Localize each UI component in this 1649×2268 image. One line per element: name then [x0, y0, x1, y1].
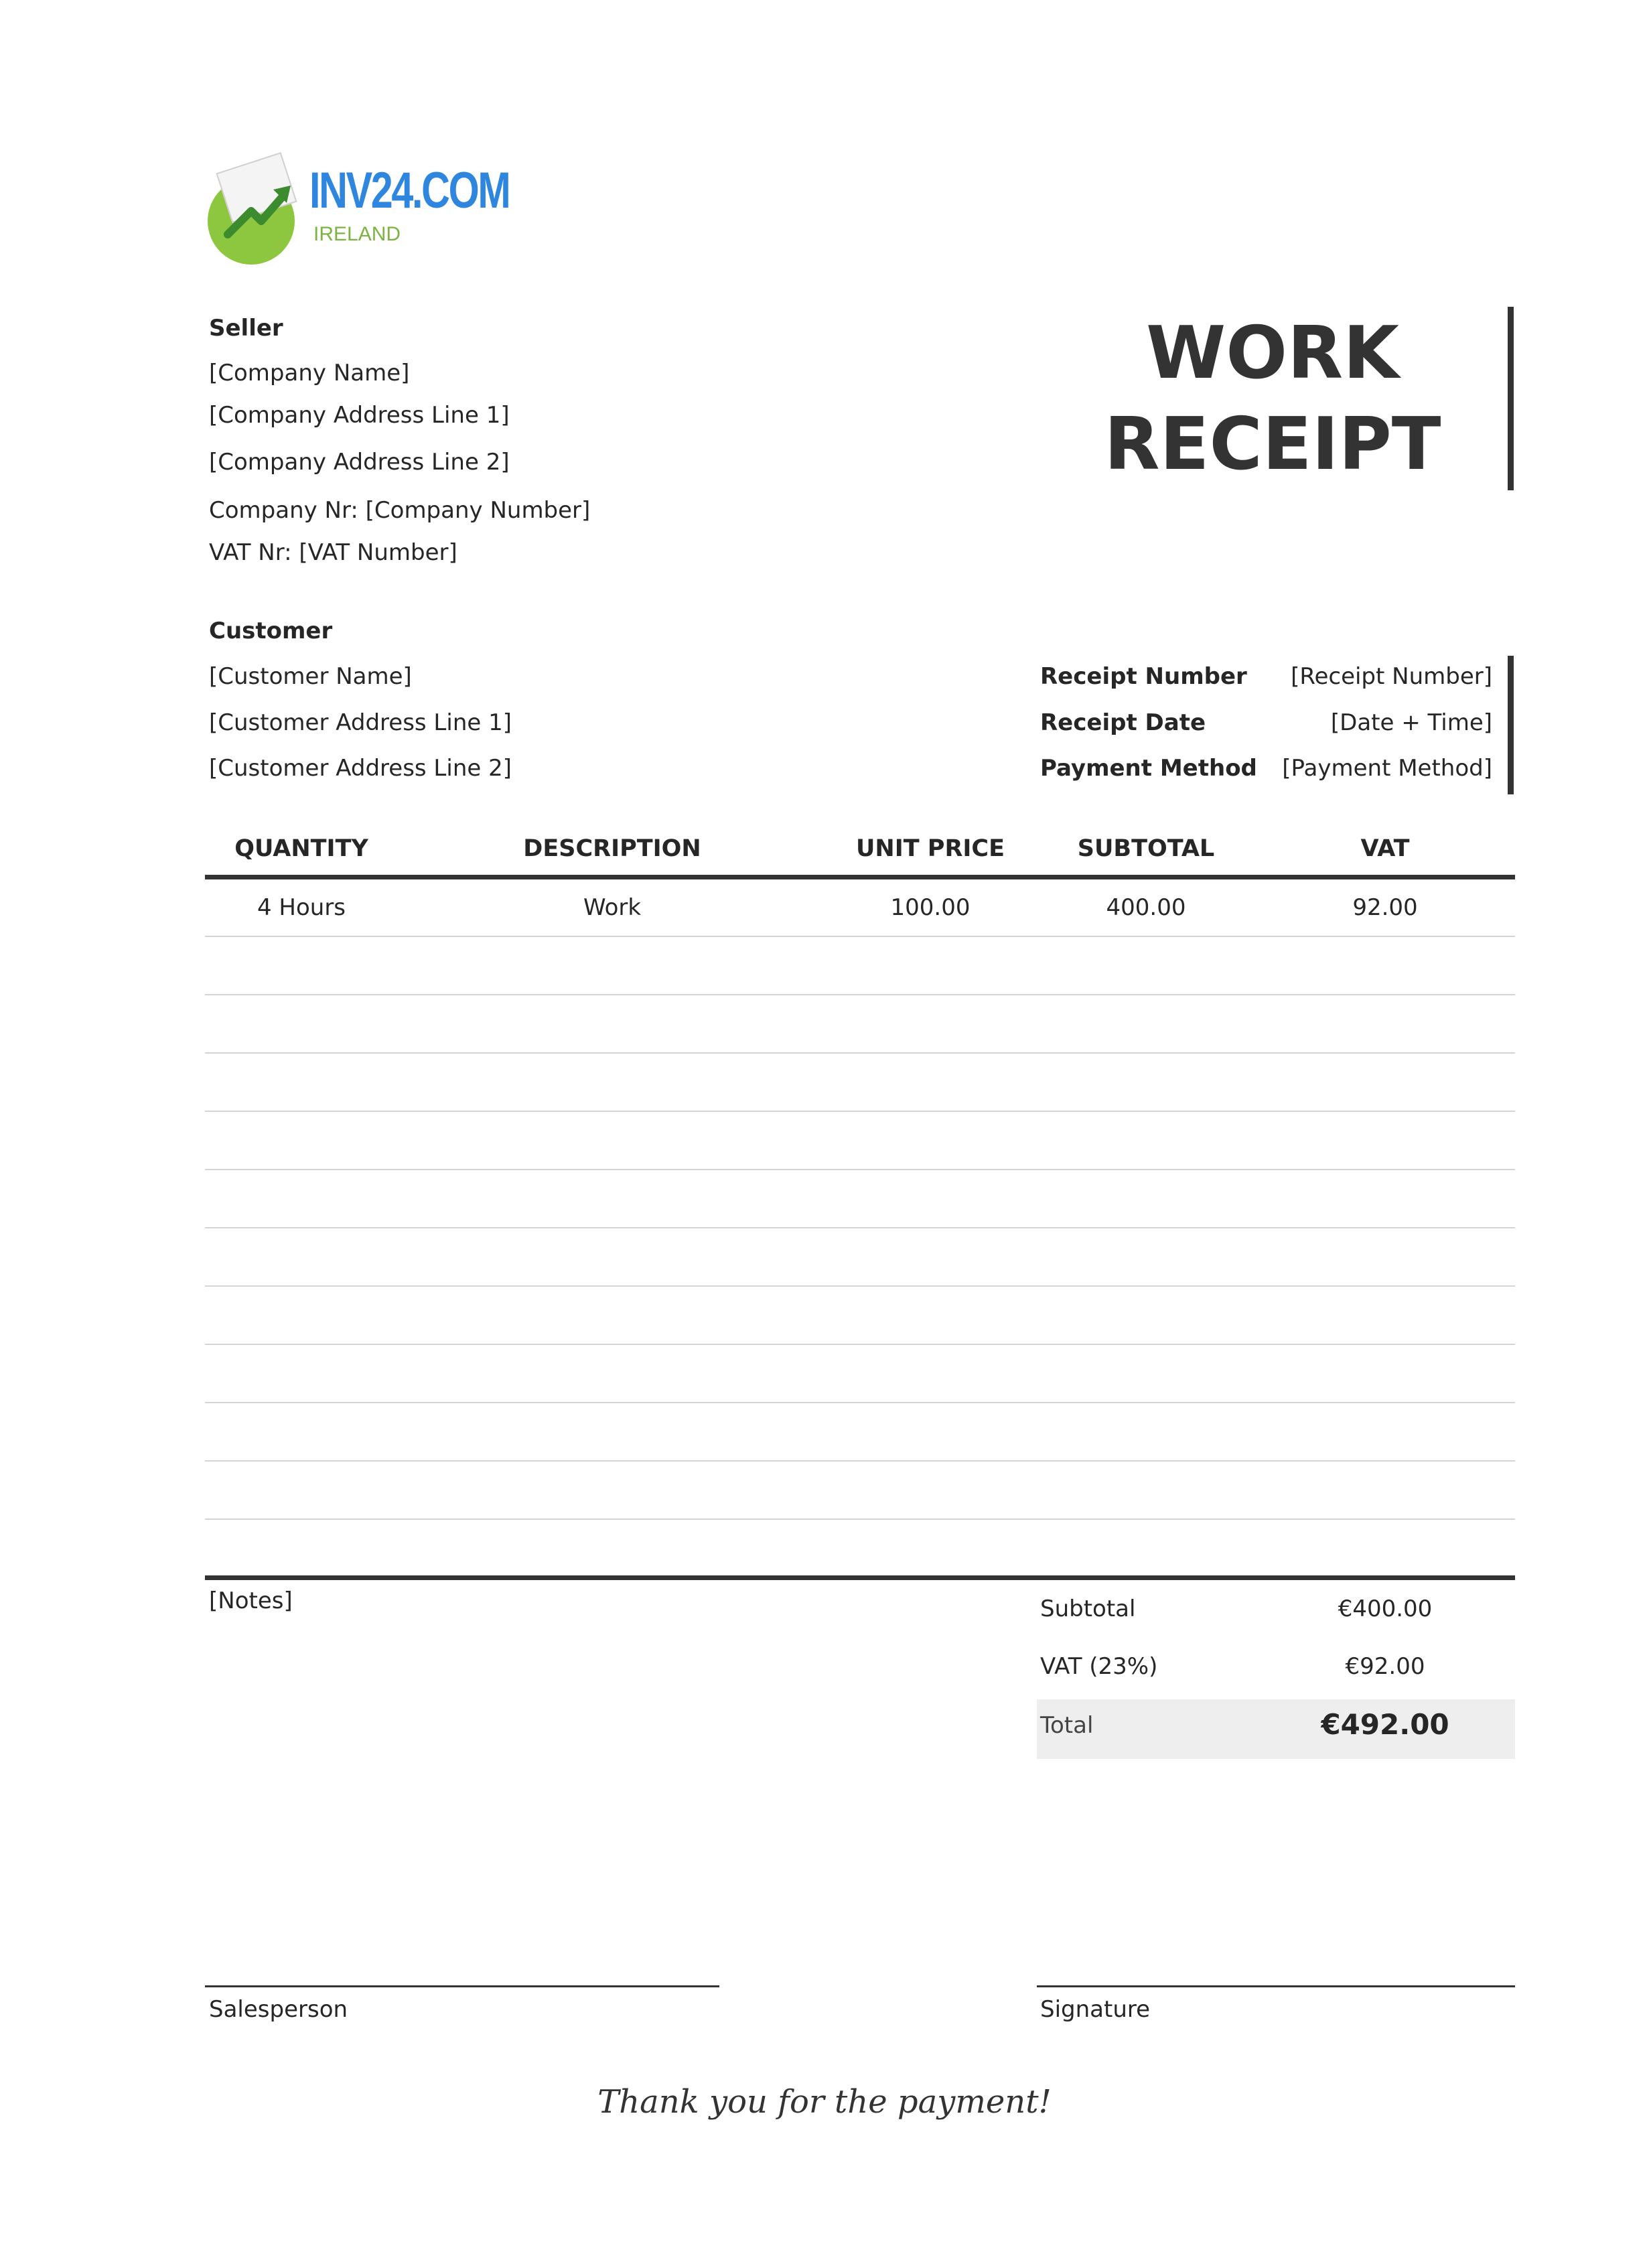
cell-subtotal: 400.00 [1106, 894, 1186, 921]
seller-company-name: [Company Name] [209, 360, 410, 386]
payment-method-value: [Payment Method] [1282, 755, 1492, 782]
row-divider [205, 1111, 1515, 1112]
row-divider [205, 1285, 1515, 1287]
receipt-number-label: Receipt Number [1040, 663, 1247, 690]
column-header-vat: VAT [1360, 835, 1410, 862]
notes-text: [Notes] [209, 1587, 293, 1614]
salesperson-label: Salesperson [209, 1996, 348, 2023]
receipt-date-value: [Date + Time] [1330, 709, 1492, 736]
seller-address-line-2: [Company Address Line 2] [209, 449, 510, 476]
company-logo [208, 157, 509, 251]
title-line-1: WORK [1146, 311, 1399, 395]
column-header-quantity: QUANTITY [234, 835, 368, 862]
customer-signature-line [1037, 1985, 1515, 1987]
cell-vat: 92.00 [1352, 894, 1418, 921]
customer-address-line-2: [Customer Address Line 2] [209, 755, 512, 782]
row-divider [205, 1052, 1515, 1054]
seller-address-line-1: [Company Address Line 1] [209, 402, 510, 429]
row-divider [205, 1460, 1515, 1462]
title-line-2: RECEIPT [1104, 403, 1441, 486]
row-divider [205, 1402, 1515, 1403]
receipt-number-value: [Receipt Number] [1291, 663, 1492, 690]
column-header-subtotal: SUBTOTAL [1077, 835, 1215, 862]
total-label: Total [1040, 1712, 1094, 1739]
thank-you-message: Thank you for the payment! [597, 2083, 1052, 2121]
customer-heading: Customer [209, 618, 333, 644]
title-accent-bar [1508, 307, 1514, 490]
seller-vat-nr: VAT Nr: [VAT Number] [209, 539, 457, 566]
salesperson-signature-line [205, 1985, 719, 1987]
cell-unit-price: 100.00 [890, 894, 971, 921]
column-header-description: DESCRIPTION [523, 835, 701, 862]
table-header-rule [205, 875, 1515, 879]
cell-description: Work [583, 894, 642, 921]
vat-label: VAT (23%) [1040, 1653, 1158, 1680]
row-divider [205, 994, 1515, 995]
row-divider [205, 1344, 1515, 1345]
logo-brand-text: INV24.COM [309, 162, 510, 219]
customer-address-line-1: [Customer Address Line 1] [209, 709, 512, 736]
row-divider [205, 1518, 1515, 1520]
receipt-date-label: Receipt Date [1040, 709, 1206, 736]
logo-chart-arrow-icon [221, 171, 301, 251]
payment-method-label: Payment Method [1040, 755, 1257, 782]
seller-company-nr: Company Nr: [Company Number] [209, 497, 591, 524]
logo-country-text: IRELAND [313, 223, 401, 245]
table-bottom-rule [205, 1575, 1515, 1580]
row-divider [205, 1227, 1515, 1228]
row-divider [205, 1169, 1515, 1170]
column-header-unit-price: UNIT PRICE [855, 835, 1005, 862]
signature-label: Signature [1040, 1996, 1151, 2023]
row-divider [205, 936, 1515, 937]
vat-value: €92.00 [1345, 1653, 1425, 1680]
subtotal-label: Subtotal [1040, 1596, 1136, 1622]
subtotal-value: €400.00 [1338, 1596, 1433, 1622]
total-value: €492.00 [1321, 1708, 1449, 1741]
document-title [1085, 308, 1460, 490]
cell-quantity: 4 Hours [257, 894, 346, 921]
details-accent-bar [1508, 656, 1514, 794]
customer-name: [Customer Name] [209, 663, 412, 690]
seller-heading: Seller [209, 315, 283, 342]
